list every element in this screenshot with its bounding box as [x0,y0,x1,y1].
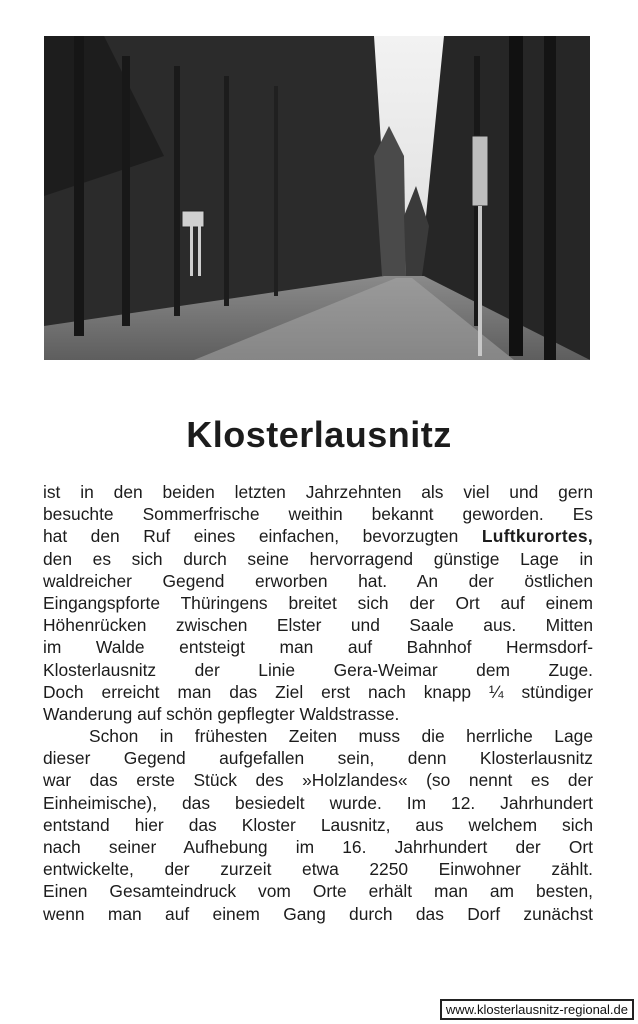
text-line: entwickelte, der zurzeit etwa 2250 Einwohner zählt. [43,859,593,880]
text-line: waldreicher Gegend erworben hat. An der östlichen [43,570,593,591]
website-watermark: www.klosterlausnitz-regional.de [440,999,634,1020]
text-line-with-bold [43,525,593,547]
text-line: ist in den beiden letzten Jahrzehnten als viel und gern [43,482,593,502]
text-line: dieser Gegend aufgefallen sein, denn Klosterlausnitz [43,748,593,769]
text-line: nach seiner Aufhebung im 16. Jahrhundert der Ort [43,837,593,857]
forest-road-photo [44,36,590,360]
text-line: Doch erreicht man das Ziel erst nach knapp ¼ stündiger [43,681,593,702]
text-line-part: hat den Ruf eines einfachen, bevorzugten [43,526,459,547]
text-line: im Walde entsteigt man auf Bahnhof Hermsdorf- [43,637,593,658]
text-line: Einheimische), das besiedelt wurde. Im 12. Jahrhundert [43,792,593,813]
text-line: entstand hier das Kloster Lausnitz, aus welchem sich [43,814,593,835]
text-line: Höhenrücken zwischen Elster und Saale aus. Mitten [43,615,593,636]
text-line: wenn man auf einem Gang durch das Dorf zunächst [43,903,593,924]
text-line: Schon in frühesten Zeiten muss die herrliche Lage [89,726,593,747]
text-line: Klosterlausnitz der Linie Gera-Weimar dem Zuge. [43,659,593,680]
forest-road-image [44,36,590,360]
text-line: Wanderung auf schön gepflegter Waldstrasse. [43,703,400,724]
text-line: Eingangspforte Thüringens breitet sich der Ort auf einem [43,592,593,613]
body-text [43,481,593,925]
bold-word: Luftkurortes, [481,526,593,547]
page-title: Klosterlausnitz [186,414,452,455]
text-line: war das erste Stück des »Holzlandes« (so nennt es der [43,770,593,791]
text-line: besuchte Sommerfrische weithin bekannt geworden. Es [43,504,593,525]
text-line: den es sich durch seine hervorragend günstige Lage in [43,548,593,569]
text-line: Einen Gesamteindruck vom Orte erhält man am besten, [43,881,593,902]
